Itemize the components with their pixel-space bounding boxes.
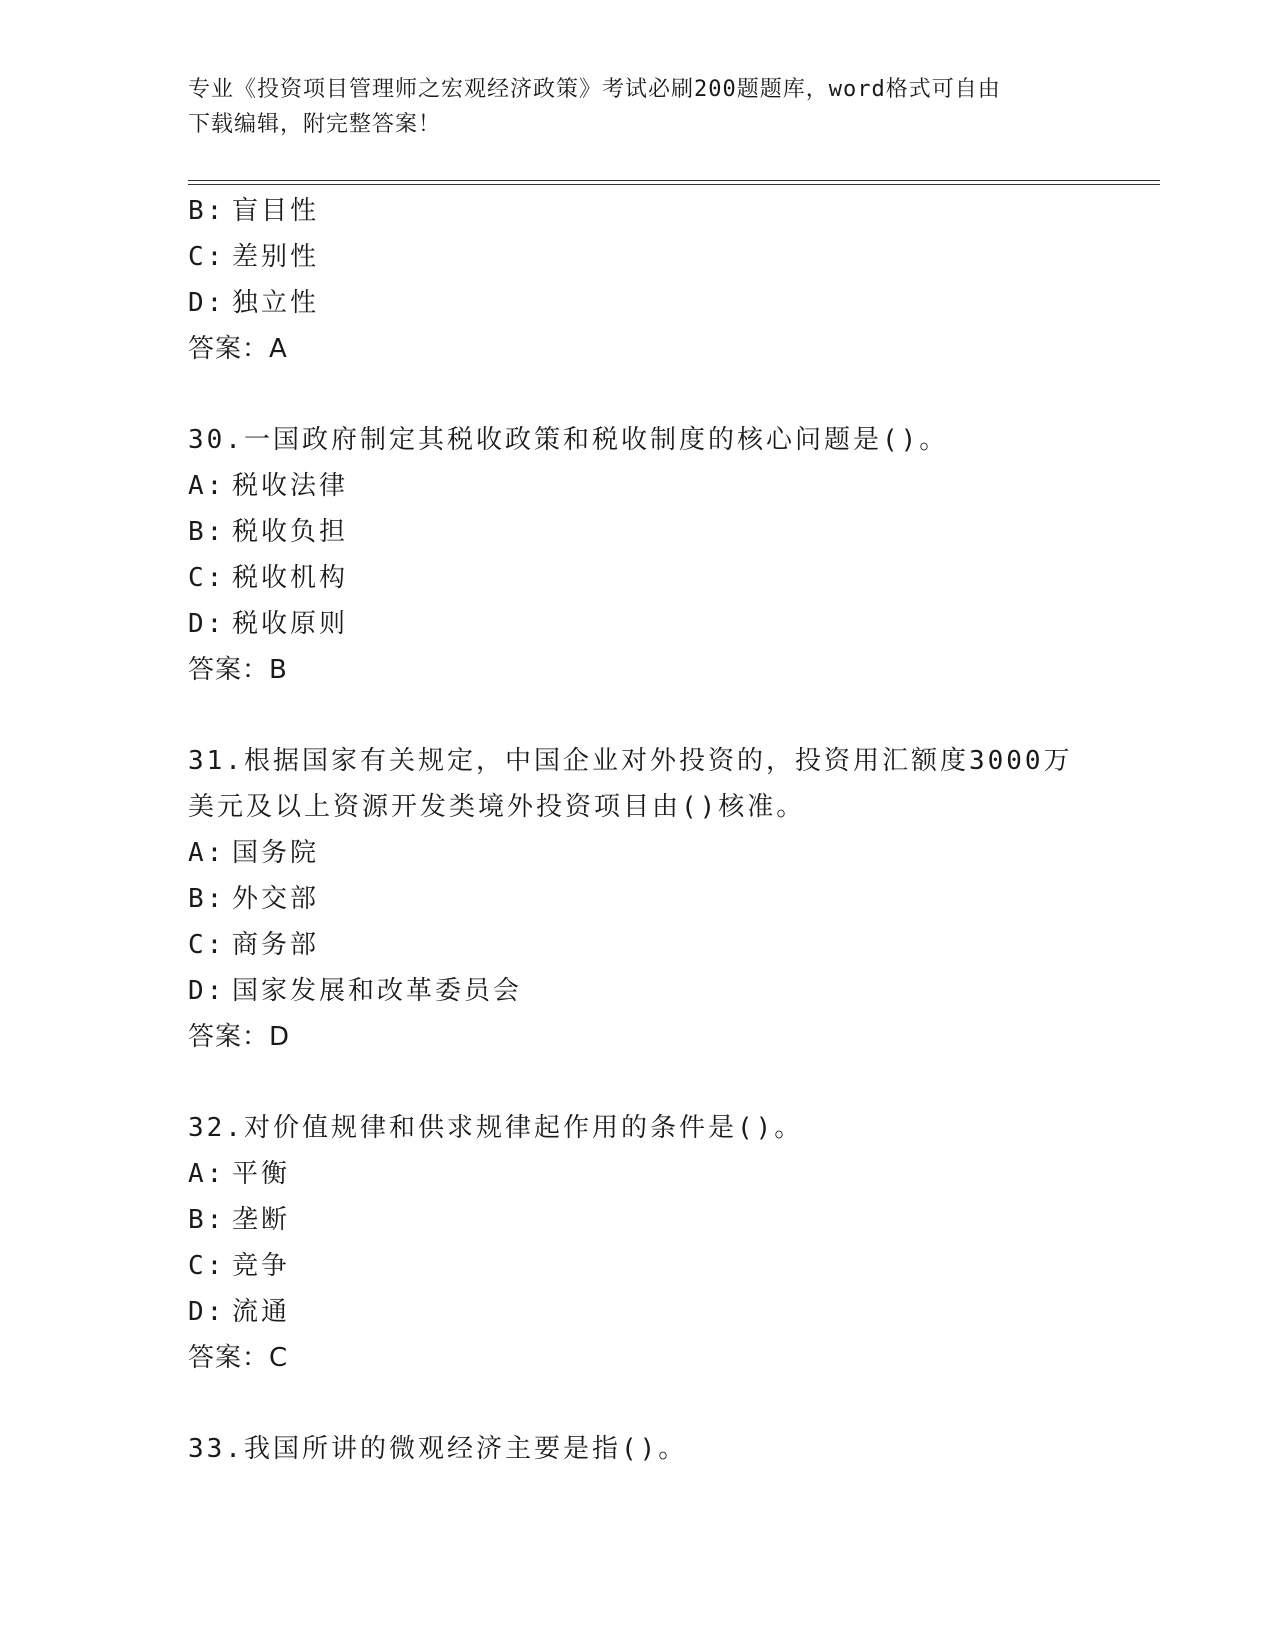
question-text: 30.一国政府制定其税收政策和税收制度的核心问题是()。 [188,425,949,455]
option-d: D: 独立性 [188,288,320,318]
header-line-1: 专业《投资项目管理师之宏观经济政策》考试必刷200题题库，word格式可自由 [188,77,1001,102]
option-b: B: 外交部 [188,884,320,914]
option-d: D: 国家发展和改革委员会 [188,976,523,1006]
header-divider-top [188,180,1160,181]
question-31 [188,738,1088,1060]
option-c: C: 差别性 [188,242,320,272]
answer: 答案：C [188,1343,289,1373]
answer: 答案：A [188,334,288,364]
option-a: A: 国务院 [188,838,320,868]
header-line-2: 下载编辑，附完整答案！ [188,112,442,137]
question-list [188,188,1088,1472]
option-c: C: 税收机构 [188,563,349,593]
question-text-line-1: 31.根据国家有关规定，中国企业对外投资的，投资用汇额度3000万 [188,746,1073,776]
option-a: A: 平衡 [188,1159,291,1189]
question-text: 33.我国所讲的微观经济主要是指()。 [188,1434,688,1464]
question-32 [188,1105,1088,1381]
header-divider-bottom [188,184,1160,185]
option-d: D: 流通 [188,1297,291,1327]
question-text: 32.对价值规律和供求规律起作用的条件是()。 [188,1113,804,1143]
question-33 [188,1426,1088,1472]
answer: 答案：B [188,655,288,685]
question-30 [188,417,1088,693]
answer: 答案：D [188,1022,291,1052]
question-29 [188,188,1088,372]
document-header [188,72,1088,142]
option-d: D: 税收原则 [188,609,349,639]
option-b: B: 盲目性 [188,196,320,226]
option-a: A: 税收法律 [188,471,349,501]
option-b: B: 税收负担 [188,517,349,547]
question-text-line-2: 美元及以上资源开发类境外投资项目由()核准。 [188,792,806,822]
option-b: B: 垄断 [188,1205,291,1235]
option-c: C: 竞争 [188,1251,291,1281]
option-c: C: 商务部 [188,930,320,960]
